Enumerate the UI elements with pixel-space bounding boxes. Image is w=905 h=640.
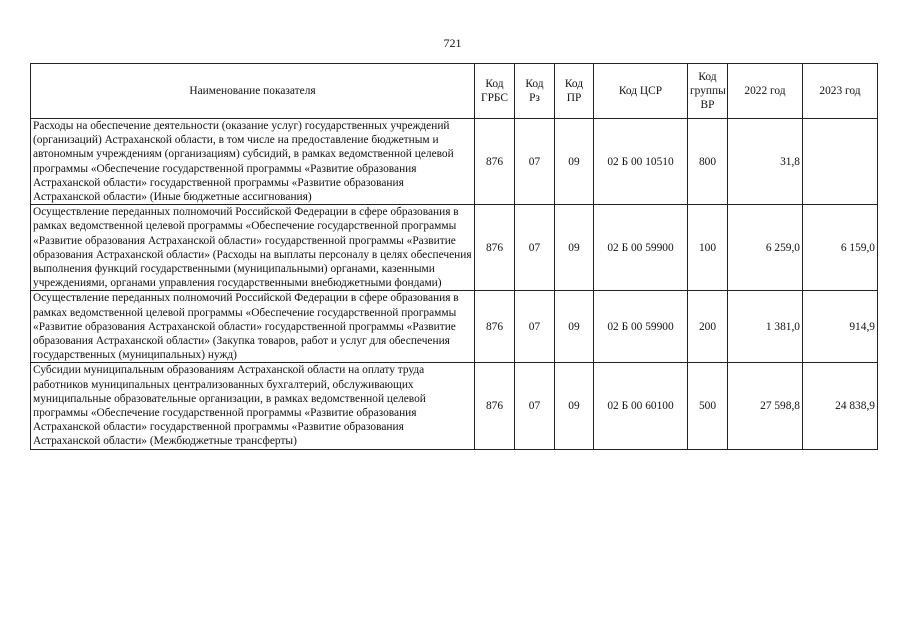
row-name: Расходы на обеспечение деятельности (оказание услуг) государственных учреждений (организаций) Астраханской области, в том числе на предоставление бюджетным и автономным учреждениям (организациям) субсидий, в рамках ведомственной целевой программы «Обеспечение государственной программы «Развитие образования Астраханской области» государственной программы «Развитие образования Астраханской области» (Иные бюджетные ассигнования) [31,119,475,205]
row-rz: 07 [515,291,555,363]
row-name: Осуществление переданных полномочий Российской Федерации в сфере образования в рамках ведомственной целевой программы «Обеспечение государственной программы «Развитие образования Астраханской области» государственной программы «Развитие образования Астраханской области» (Расходы на выплаты персоналу в целях обеспечения выполнения функций государственными (муниципальными) органами, казенными учреждениями, органами управления государственными внебюджетными фондами) [31,205,475,291]
row-pr: 09 [555,291,594,363]
row-grbs: 876 [475,291,515,363]
header-csr: Код ЦСР [594,64,688,119]
row-rz: 07 [515,363,555,449]
row-2022: 1 381,0 [728,291,803,363]
row-2023: 24 838,9 [803,363,878,449]
row-vr: 500 [688,363,728,449]
row-grbs: 876 [475,119,515,205]
header-2023: 2023 год [803,64,878,119]
row-pr: 09 [555,363,594,449]
row-2023: 6 159,0 [803,205,878,291]
row-2023: 914,9 [803,291,878,363]
table-row [31,291,878,363]
row-csr: 02 Б 00 59900 [594,291,688,363]
row-pr: 09 [555,119,594,205]
header-vr: Код группы ВР [688,64,728,119]
header-grbs: Код ГРБС [475,64,515,119]
row-name: Осуществление переданных полномочий Российской Федерации в сфере образования в рамках ведомственной целевой программы «Обеспечение государственной программы «Развитие образования Астраханской области» государственной программы «Развитие образования Астраханской области» (Закупка товаров, работ и услуг для обеспечения государственных (муниципальных) нужд) [31,291,475,363]
row-rz: 07 [515,205,555,291]
row-rz: 07 [515,119,555,205]
header-name: Наименование показателя [31,64,475,119]
table-row [31,119,878,205]
row-2023 [803,119,878,205]
row-name: Субсидии муниципальным образованиям Астраханской области на оплату труда работников муниципальных централизованных бухгалтерий, обслуживающих муниципальные образовательные организации, в рамках ведомственной целевой программы «Обеспечение государственной программы «Развитие образования Астраханской области» государственной программы «Развитие образования Астраханской области» (Межбюджетные трансферты) [31,363,475,449]
row-2022: 6 259,0 [728,205,803,291]
header-rz: Код Рз [515,64,555,119]
header-2022: 2022 год [728,64,803,119]
row-vr: 100 [688,205,728,291]
row-grbs: 876 [475,363,515,449]
row-vr: 200 [688,291,728,363]
row-grbs: 876 [475,205,515,291]
row-csr: 02 Б 00 10510 [594,119,688,205]
table-row [31,363,878,449]
row-2022: 27 598,8 [728,363,803,449]
row-csr: 02 Б 00 60100 [594,363,688,449]
row-vr: 800 [688,119,728,205]
table-header-row [31,64,878,119]
table-row [31,205,878,291]
budget-table [30,63,878,450]
row-csr: 02 Б 00 59900 [594,205,688,291]
row-pr: 09 [555,205,594,291]
row-2022: 31,8 [728,119,803,205]
header-pr: Код ПР [555,64,594,119]
page-number: 721 [443,36,462,50]
